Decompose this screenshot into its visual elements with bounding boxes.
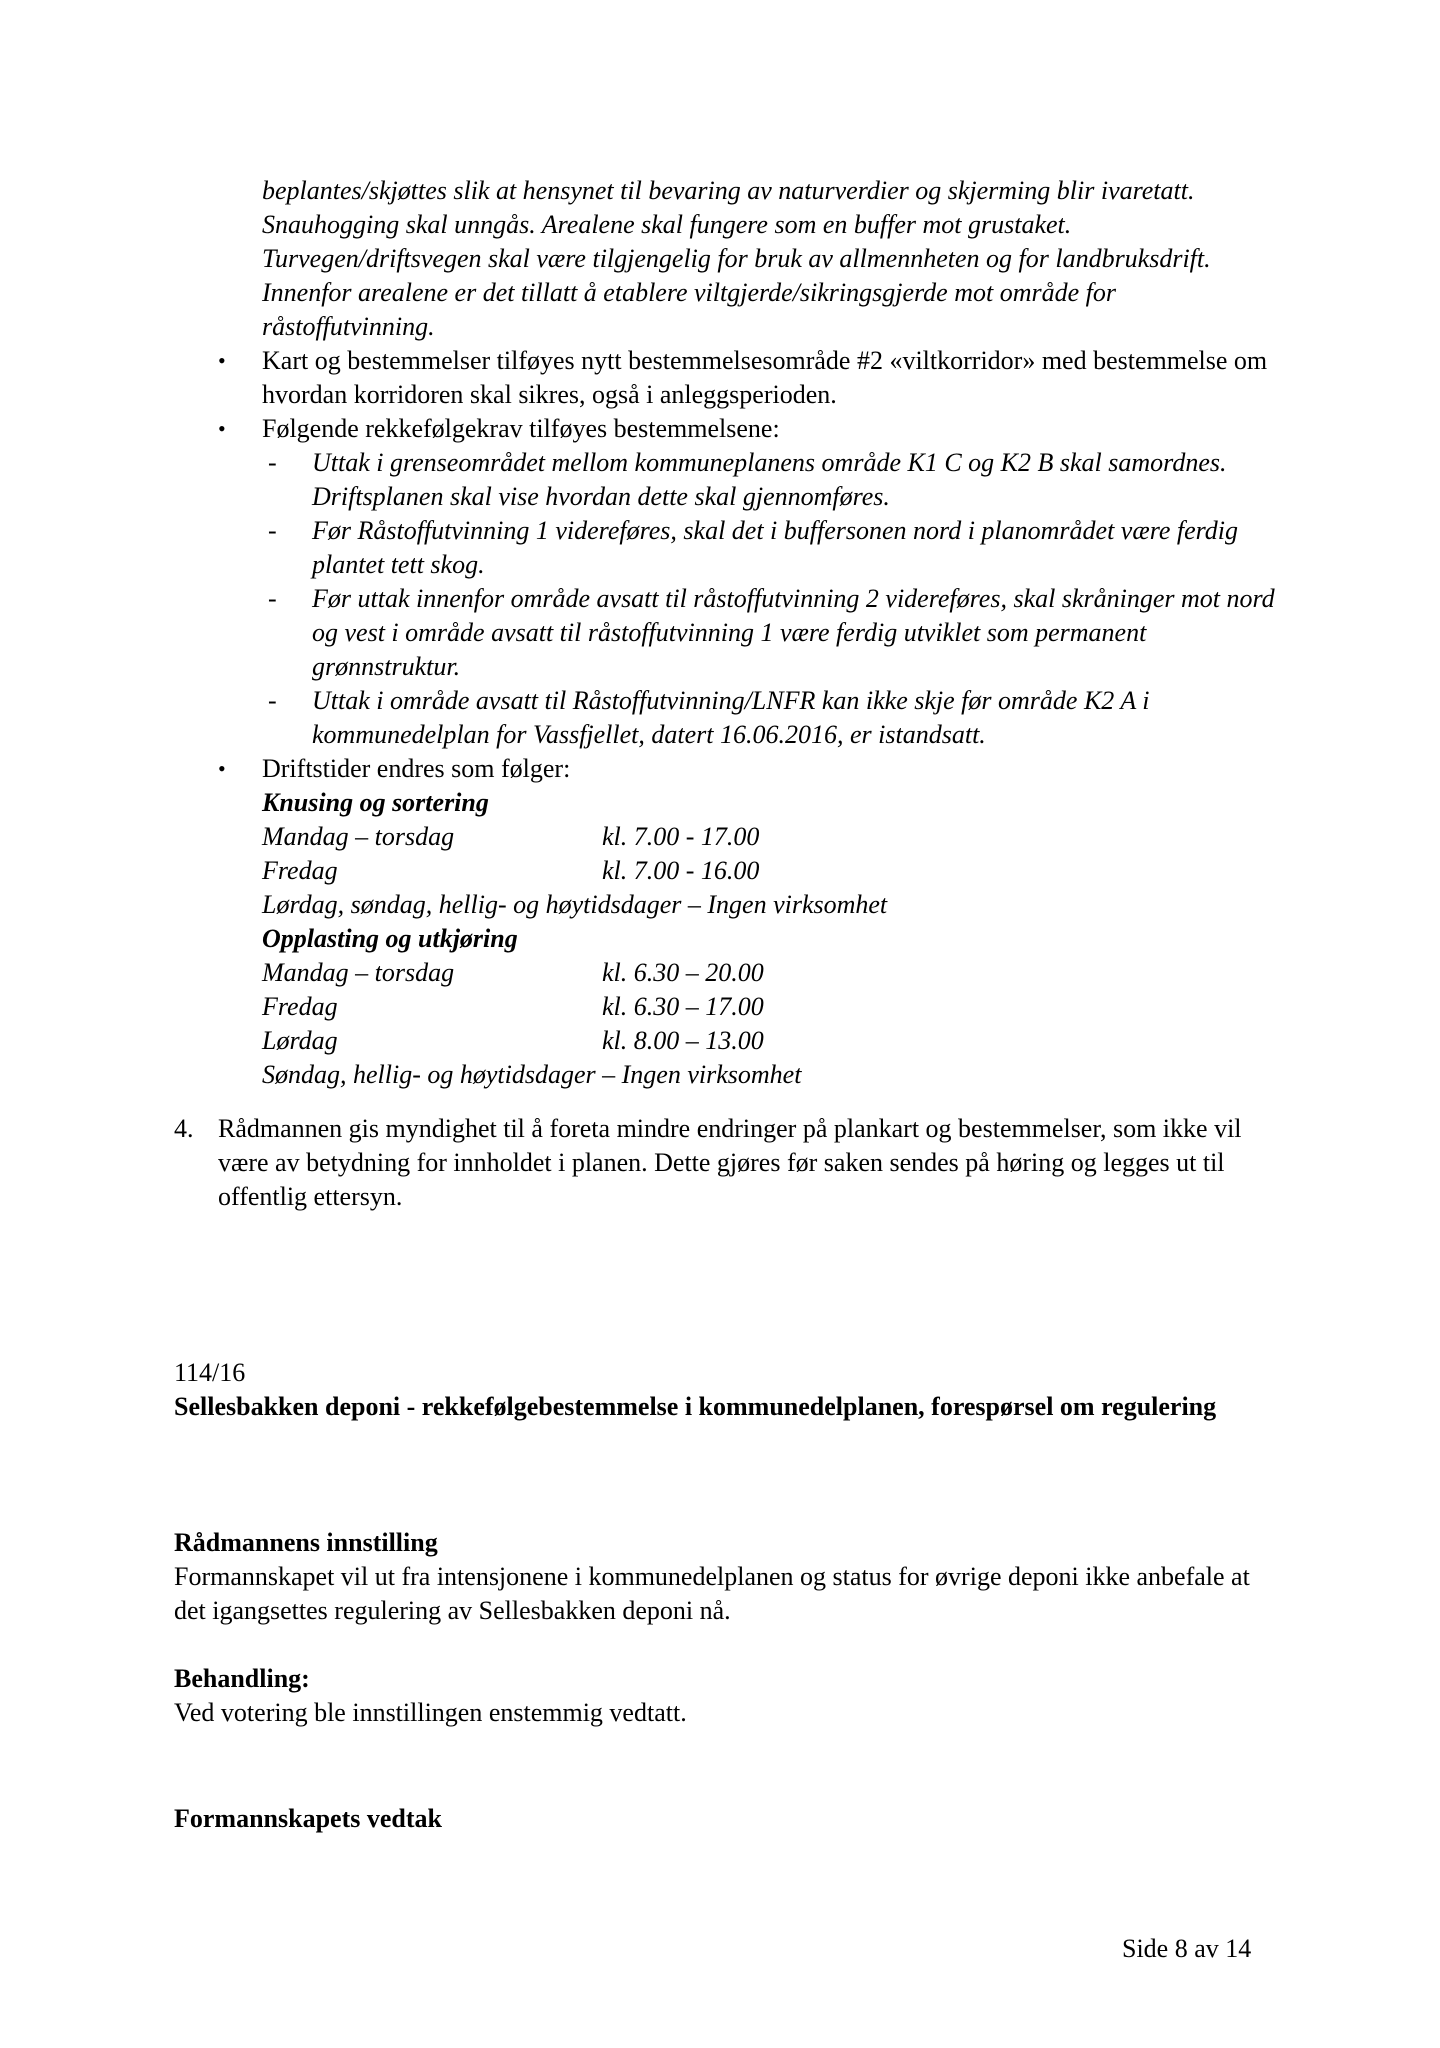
page-number: Side 8 av 14 (1122, 1934, 1252, 1963)
schedule-row: Fredag kl. 6.30 – 17.00 (262, 992, 764, 1021)
case-number: 114/16 (174, 1358, 246, 1387)
operating-hours-schedule (262, 786, 1162, 1092)
case-section (174, 1356, 1284, 1424)
treatment-text: Ved votering ble innstillingen enstemmig vedtatt. (174, 1698, 687, 1727)
recommendation-text: Formannskapet vil ut fra intensjonene i kommunedelplanen og status for øvrige deponi ikke anbefale at det igangsettes regulering av Sellesbakken deponi nå. (174, 1562, 1250, 1625)
requirement-item: - Uttak i område avsatt til Råstoffutvinning/LNFR kan ikke skje før område K2 A i kommunedelplan for Vassfjellet, datert 16.06.2016, er istandsatt. (268, 686, 1150, 749)
treatment-heading: Behandling: (174, 1664, 310, 1693)
decision-heading: Formannskapets vedtak (174, 1804, 442, 1833)
numbered-item-4: 4. Rådmannen gis myndighet til å foreta mindre endringer på plankart og bestemmelser, som ikke vil være av betydning for innholdet i planen. Dette gjøres før saken sendes på høring og legges ut til offentlig ettersyn. (174, 1114, 1242, 1211)
item-number: 4. (174, 1114, 194, 1143)
schedule-row: Mandag – torsdag kl. 6.30 – 20.00 (262, 958, 764, 987)
case-title: Sellesbakken deponi - rekkefølgebestemmelse i kommunedelplanen, forespørsel om regulering (174, 1392, 1217, 1421)
bullet-item-operating-hours: • Driftstider endres som følger: (218, 752, 1278, 786)
bullet-icon: • (218, 416, 226, 441)
loading-heading: Opplasting og utkjøring (262, 924, 518, 953)
treatment-section (174, 1662, 1284, 1730)
bullet-item-sequence-requirements: • Følgende rekkefølgekrav tilføyes bestemmelsene: (218, 412, 1278, 446)
dash-marker: - (268, 584, 277, 613)
dash-marker: - (268, 516, 277, 545)
recommendation-heading: Rådmannens innstilling (174, 1528, 438, 1557)
schedule-closed-note: Søndag, hellig- og høytidsdager – Ingen virksomhet (262, 1060, 802, 1089)
crushing-heading: Knusing og sortering (262, 788, 489, 817)
schedule-row: Mandag – torsdag kl. 7.00 - 17.00 (262, 822, 760, 851)
recommendation-section (174, 1526, 1284, 1628)
bullet-item-viltkorridor: • Kart og bestemmelser tilføyes nytt bestemmelsesområde #2 «viltkorridor» med bestemmelse om hvordan korridoren skal sikres, også i anleggsperioden. (218, 346, 1268, 409)
requirement-item: - Før Råstoffutvinning 1 videreføres, skal det i buffersonen nord i planområdet være ferdig plantet tett skog. (268, 516, 1239, 579)
dash-marker: - (268, 686, 277, 715)
bullet-icon: • (218, 348, 226, 373)
dash-marker: - (268, 448, 277, 477)
requirement-item: - Uttak i grenseområdet mellom kommuneplanens område K1 C og K2 B skal samordnes. Driftsplanen skal vise hvordan dette skal gjennomføres. (268, 448, 1227, 511)
schedule-row: Fredag kl. 7.00 - 16.00 (262, 856, 760, 885)
continued-requirement-text: beplantes/skjøttes slik at hensynet til bevaring av naturverdier og skjerming blir ivaretatt. Snauhogging skal unngås. Arealene skal fungere som en buffer mot grustaket. Turvegen/driftsvegen skal være tilgjengelig for bruk av allmennheten og for landbruksdrift. Innenfor arealene er det tillatt å etablere viltgjerde/sikringsgjerde mot område for råstoffutvinning. (262, 176, 1211, 341)
schedule-closed-note: Lørdag, søndag, hellig- og høytidsdager – Ingen virksomhet (262, 890, 888, 919)
bullet-icon: • (218, 756, 226, 781)
schedule-row: Lørdag kl. 8.00 – 13.00 (262, 1026, 764, 1055)
requirement-item: - Før uttak innenfor område avsatt til råstoffutvinning 2 videreføres, skal skråninger mot nord og vest i område avsatt til råstoffutvinning 1 være ferdig utviklet som permanent grønnstruktur. (268, 584, 1275, 681)
